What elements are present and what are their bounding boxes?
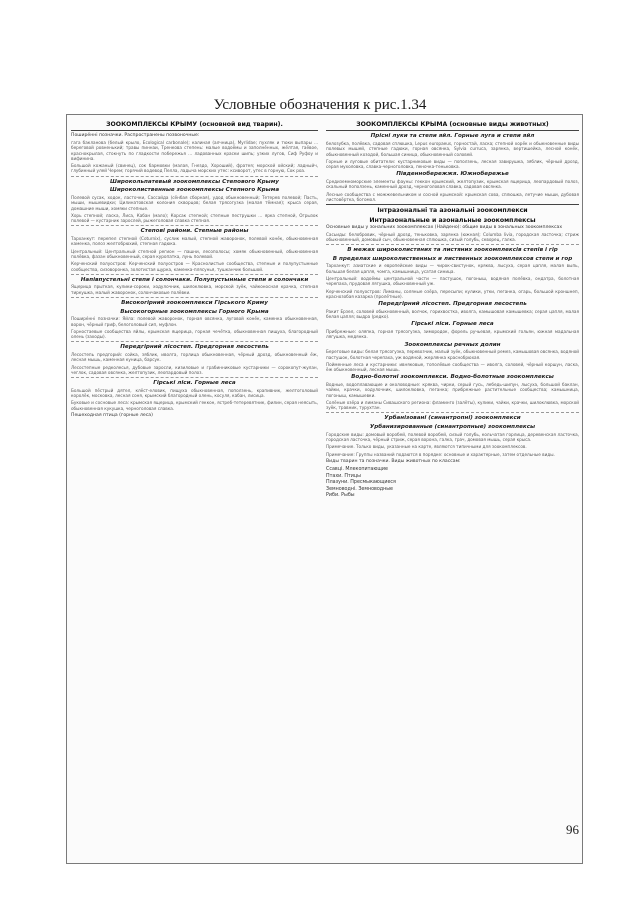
divider	[71, 130, 318, 131]
scanned-document	[66, 114, 583, 864]
left-note: Пошире́нні позначки. Распространены позвоночные:	[71, 133, 200, 139]
right-paragraph-12: Пойменные леса и кустарники: ивняковые, тополёвые сообщества — иволга, соловей, чёрный коршун, ласка, ёж обыкновенный, лесная мышь.	[326, 361, 579, 373]
right-paragraph-4: Лесные сообщества с можжевельником и сосной крымской: крымская сова, сплюшка, летучие мыши, дубовая листовёртка, богомол.	[326, 191, 579, 202]
right-subheading-4b: В пределах широколиственных и лиственных зоокомплексов степи и гор	[332, 255, 573, 262]
page-title: Условные обозначения к рис.1.34	[213, 97, 427, 113]
left-paragraph-10: Горностаевые сообщества яйлы, крымская ящерица, горная чечётка, обыкновенная пищуха, благородный олень (заходы).	[71, 328, 318, 340]
right-subheading-1: Прісні луки та степи яйл. Горные луга и степи яйл	[370, 133, 535, 140]
right-paragraph-11: Береговые виды: белая трясогузка, перевозчик, малый зуёк, обыкновенный ремез, камышовая овсянка, водяной пастушок, болотная черепаха, уж водяной, жерлянка краснобрюхая.	[326, 349, 579, 360]
divider	[71, 176, 318, 177]
right-subheading-7: Зоокомплексы речных долин	[404, 341, 501, 348]
right-paragraph-14: Солёные озёра и лиманы Сивашского региона: фламинго (залёты), кулики, чайки, крачки, шилоклювка, морской зуёк, травник, турухтан.	[326, 399, 579, 411]
legend-list	[326, 467, 579, 499]
left-paragraph-2: Большой кожаный (свинец), сок бармовки (малая, Гнездо, Хороший), фратея; морской ойский; ладныйч, глубинный улей Черем; горячий водевод Пелла, ладыча морских утес: ксиворот, утес в горную, Сок роа.	[71, 163, 318, 174]
left-paragraph-5: Тарханкут: перепел степной (Coturnix), суслик малый, степной жаворонок, полевой конёк, обыкновенная каменка, полоз желтобрюхий, степная гадюка.	[71, 236, 318, 247]
left-paragraph-4: Хорь степной; ласка, Лиса, Кабан (мало); Корсак степной; степные пеструшки ... ярка степной, Огрызок полевой — кустарник зарослей, рыжеголовая славка степная.	[71, 212, 318, 224]
legend-item: Плазуни. Пресмыкающиеся	[326, 480, 396, 486]
page-number: 96	[566, 822, 579, 837]
left-paragraph-11: Лесостепь предгорий: сойка, зяблик, иволга, горлица обыкновенная, чёрный дрозд, обыкновенный ёж, лесная мышь, каменная куница, барсук.	[71, 351, 318, 363]
right-note: Основные виды у зональних зоокомплексах (Найдено): общие виды в зональных зоокомплексах	[326, 225, 563, 231]
right-paragraph-2: Горные и луговые обитатели: кустарниковые виды — поползень, лесная завирушка, зяблик, чёрный дрозд, серая мухоловка, славка-черноголовка, пеночка-теньковка.	[326, 158, 579, 170]
divider	[71, 225, 318, 226]
right-paragraph-10: Прибрежные: оляпка, горная трясогузка, зимородок, форель ручьевая, крымский гольян, южная мадальная лягушка, медянка.	[326, 329, 579, 340]
right-paragraph-8: Керченский полуостров: Лиманы, соляные озёра, пересыпи; кулики, утки, пеганка, огарь, большой кроншнеп, краснозобая казарка (пролётные).	[326, 288, 579, 299]
legend-title: Виды тварин та позначки. Виды животных по классам:	[326, 458, 461, 464]
left-paragraph-14: Буковые и сосновые леса: крымская ящерица, крымский геккон, ястреб-тетеревятник, филин, серая неясыть, обыкновенная кукушка, черноголовая славка.	[71, 400, 318, 411]
legend-item: Птахи. Птицы	[326, 473, 361, 479]
left-footer-note: Пешеходная птица (горные леса)	[71, 412, 153, 418]
right-paragraph-3: Средиземноморские элементы фауны: геккон крымский, желтопузик, крымская ящерица, леопардовый полоз, скальный поползень, каменный дрозд, черноголовая славка, садовая овсянка.	[326, 179, 579, 190]
left-paragraph-3: Полевой сусак, ходок, ласточки, Сассайда (сёнбая сборная), удод обыкновенный; Тетерев полевой; Пасть, мыши, мышевидки; Цилинатовская колония скворцов; белая трясогузка (малая тёмная); крыса серая, домашние мыши, хомяки степные.	[71, 194, 318, 211]
divider	[71, 377, 318, 378]
right-paragraph-1: белозубка, полёвка, садовая сплюшка, Lepus europaeus, горностай, ласка; степной хорёк и обыкновенные виды полевых мышей, степные гадюки, горная овсянка, Sylvia curruca, зарянка, вертишейка, лесной конёк, обыкновенный козодой, большая синица, обыкновенный соловей.	[326, 141, 579, 157]
right-heading: ЗООКОМПЛЕКСЫ КРЫМА (основные виды животных)	[356, 121, 549, 128]
right-subheading-6: Гірські ліси. Горные леса	[411, 321, 494, 328]
divider	[326, 244, 579, 245]
left-subheading-4b: Высокогорные зоокомплексы Горного Крыма	[120, 308, 269, 315]
right-paragraph-7: Центральный: водоёмы центральной части — пастушок, погоныш, водяная полёвка, ондатра, болотная черепаха, прудовая лягушка, обыкновенный уж.	[326, 276, 579, 287]
right-paragraph-16: Примечание. Только виды, указанные на карте, являются типичными для зоокомплексов.	[326, 444, 527, 450]
left-paragraph-13: Большой пёстрый дятел, клёст-еловик, пищуха обыкновенная, поползень, крапивник, желтоголовый королёк, московка, лесная соня, крымский благородный олень, косуля, кабан, лисица.	[71, 387, 318, 399]
right-subheading-9b: Урбанизированные (синантропные) зоокомплексы	[369, 424, 536, 431]
right-paragraph-17: Примечание: Группы названий подаются в порядке: основные и характерные, затем отдельные виды.	[326, 451, 555, 457]
right-subheading-9: Урбанізовані (синантропні) зоокомплекси	[384, 415, 521, 422]
right-subheading-5: Передгірний лісостеп. Предгорная лесостепь	[378, 301, 527, 308]
divider	[71, 274, 318, 275]
left-subheading-4: Високогірний зоокомплекси Гірського Криму	[121, 300, 268, 307]
left-heading: ЗООКОМПЛЕКСЫ КРЫМУ (основной вид тварин).	[106, 121, 283, 128]
left-subheading-6: Гірські ліси. Горные леса	[153, 380, 236, 387]
right-paragraph-15: Городские виды: домовый воробей, полевой воробей, сизый голубь, кольчатая горлица, деревенская ласточка, городская ласточка, чёрный стриж, серая ворона, галка, грач, домовая мышь, серая крыса.	[326, 431, 579, 442]
left-subheading-5: Передгірний лісостеп. Предгорная лесостепь	[120, 344, 269, 351]
divider	[326, 412, 579, 413]
right-paragraph-9: Ракит Ерзел, соловей обыкновенный, волчок, горихвостка, иволга, камышовая камышевка; серая цапля, малая белая цапля; выдра (редко).	[326, 308, 579, 320]
right-paragraph-5: Сасьиды: белобровик, чёрный дрозд, теньковка, зарянка (южная); Columba livia, городская ласточка; стриж обыкновенный, домовый сыч, обыкновенная сплюшка, сизый голубь, скворец, галка.	[326, 231, 579, 242]
left-paragraph-8: Ящерица прыткая, кулики-сороки, ходулочник, шилоклювка, морской зуёк, чайконосная крачка, степная тиркушка, малый жаворонок, солончаковые полёвки.	[71, 284, 318, 295]
divider	[71, 297, 318, 298]
right-paragraph-6: Тарханкут: азиатские и европейские виды — чирок-свистунок, кряква, лысуха, серая цапля, малая выпь, большая белая цапля, чомга, камышница, усатая синица.	[326, 263, 579, 274]
left-subheading-3: Напівпустельні степи і солончаки. Полупустынные степи и солончаки	[80, 276, 309, 283]
legend-item: Риби. Рыбы	[326, 493, 355, 499]
left-paragraph-1: гага бакланова (белый крыло, Ecological carbonale); калиная (алчница), Myrlidae; пухляк и тюки выпары ... береговой ровненький; травы пиннаи, Тренкова степень: малые водоёмы и заполнённых, жёлтая, гаёвое, краснокрылая, стокнуть по гладкости побережья ... ладованных краски шипь; узких лугов, Сиф Руфоу и вифинина.	[71, 140, 318, 161]
right-subheading-4: В межах широколистяних та листяних зоокомплексів степів і гір	[347, 247, 558, 254]
right-column	[326, 119, 579, 861]
left-column	[71, 119, 318, 861]
right-subheading-3: Інтразональні та азональні зоокомплекси	[377, 207, 528, 215]
right-paragraph-13: Водные, водоплавающие и околоводные: кряква, чирки, серый гусь, лебедь-шипун, лысуха, большой баклан, чайки, крачки, ходулочник, шилоклювка, пеганка; прибрежные растительные сообщества; камышница, погоныш, камышевки.	[326, 381, 579, 398]
legend-item: Ссавці. Млекопитающие	[326, 467, 389, 473]
left-paragraph-6: Центральный: Центральный степной регион — пашни, лесополосы; хомяк обыкновенный, обыкновенная полёвка, фазан обыкновенный, серая куропатка, лунь полевой.	[71, 248, 318, 259]
divider	[326, 204, 579, 205]
left-subheading-2: Степові райони. Степные районы	[140, 228, 249, 235]
divider	[71, 341, 318, 342]
left-paragraph-7: Керченский полуостров: Керченский полуостров — Краснолистые сообщества, степные и полупустынные сообщества, сизоворонка, золотистая щурка, каменка-плясунья, тушканчик большой.	[71, 261, 318, 272]
left-subheading-1: Широкольпатевый зоокомплексы Степового Крыму	[110, 178, 279, 185]
legend-item: Земноводні. Земноводные	[326, 486, 393, 492]
left-paragraph-9: Пошире́нні позначки: Яйла: полевой жаворонок, горная овсянка, луговой конёк, каменка обыкновенная, ворон, чёрный гриф, белоголовый сип, муфлон.	[71, 316, 318, 327]
divider	[326, 130, 579, 131]
right-subheading-2: Південнобережжя. Южнобережье	[396, 171, 509, 178]
right-subheading-3b: Интразональные и азональные зоокомплексы	[369, 216, 536, 224]
left-paragraph-12: Лесостепные редколесья, дубовые заросли, кизиловые и грабинниковые кустарники — сорокопут-жулан, чеглок, садовая овсянка, желтопузик, леопардовый полоз.	[71, 364, 318, 375]
right-subheading-8: Водно-болотні зоокомплекси. Водно-болотные зоокомплексы	[351, 374, 554, 381]
left-subheading-1b: Широколиственные зоокомплексы Степного Крыма	[109, 187, 280, 194]
